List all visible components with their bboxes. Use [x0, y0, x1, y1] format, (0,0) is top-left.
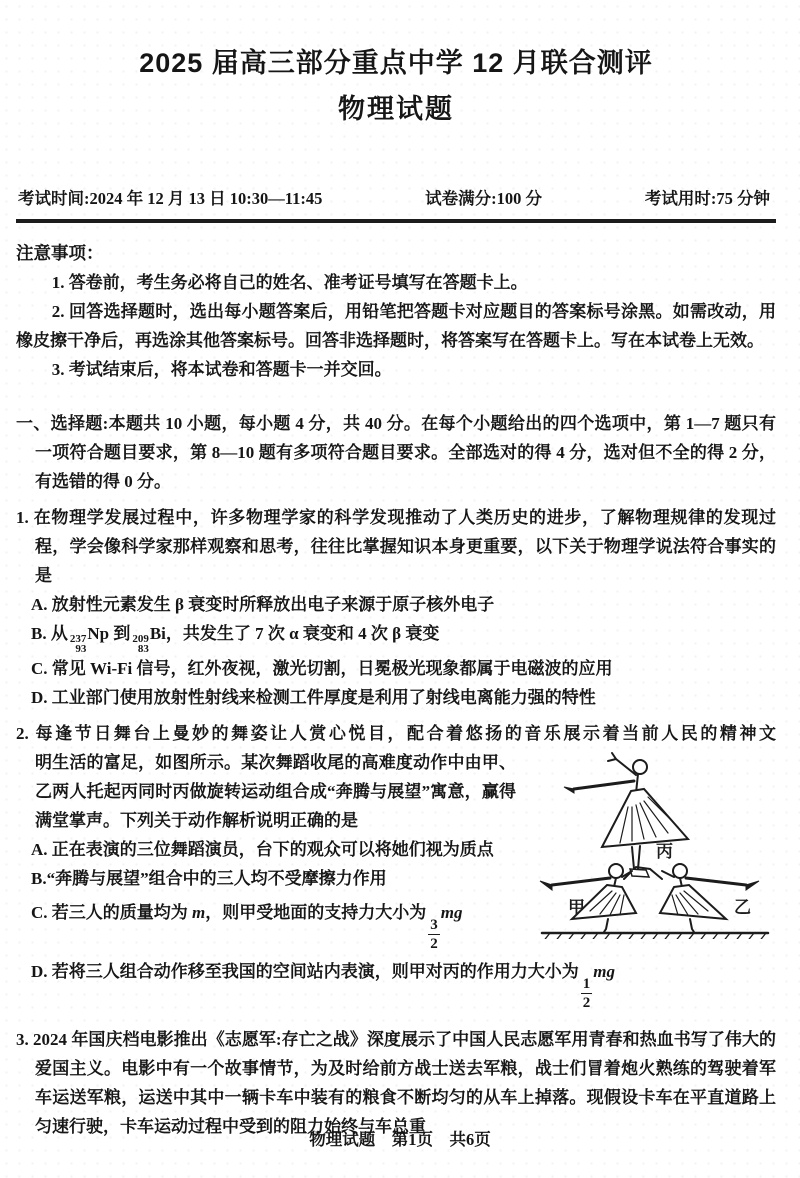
question-1-option-c: C. 常见 Wi-Fi 信号，红外夜视，激光切割，日冕极光现象都属于电磁波的应用 — [31, 659, 613, 678]
dancers-figure-svg — [528, 751, 776, 939]
mass-variable: m — [192, 903, 206, 922]
notice-item-2: 2. 回答选择题时，选出每小题答案后，用铅笔把答题卡对应题目的答案标号涂黑。如需改动，用橡皮擦干净后，再选涂其他答案标号。回答非选择题时，将答案写在答题卡上。写在本试卷上无效。 — [16, 302, 776, 350]
question-2-option-b: B.“奔腾与展望”组合中的三人均不受摩擦力作用 — [31, 869, 387, 888]
header-divider-rule — [16, 219, 776, 223]
section-1-heading: 一、选择题:本题共 10 小题，每小题 4 分，共 40 分。在每个小题给出的四个选项中，第 1—7 题只有一项符合题目要求，第 8—10 题有多项符合题目要求。全部选对的得 4 分，选对但不全的得 2 分，有选错的得 0 分。 — [16, 414, 776, 491]
question-3-stem: 3. 2024 年国庆档电影推出《志愿军:存亡之战》深度展示了中国人民志愿军用青春和热血书写了伟大的爱国主义。电影中有一个故事情节，为及时给前方战士送去军粮，战士们冒着炮火熟练的驾驶着军车运送军粮，运送中其中一辆卡车中装有的粮食不断均匀的从车上掉落。现假设卡车在平直道路上匀速行驶，卡车运动过程中受到的阻力始终与车总重 — [16, 1030, 776, 1136]
notice-item-1: 1. 答卷前，考生务必将自己的姓名、准考证号填写在答题卡上。 — [51, 273, 528, 292]
paper-header — [16, 0, 776, 126]
page-footer — [0, 1125, 800, 1154]
question-2-option-d: D. 若将三人组合动作移至我国的空间站内表演，则甲对丙的作用力大小为 $\frac{1}{2}$ mg — [31, 962, 616, 1011]
paper-title-line1: 2025 届高三部分重点中学 12 月联合测评 — [139, 48, 653, 78]
question-2-stem-line1: 2. 每逢节日舞台上曼妙的舞姿让人赏心悦目，配合着悠扬的音乐展示着当前人民的精神文 — [16, 724, 776, 743]
question-2-stem-rest: 明生活的富足，如图所示。某次舞蹈收尾的高难度动作中由甲、乙两人托起丙同时丙做旋转运动组合成“奔腾与展望”寓意，赢得满堂掌声。下列关于动作解析说明正确的是 — [35, 753, 516, 830]
dancer-left — [540, 864, 636, 932]
figure-label-jia: 甲 — [568, 898, 585, 917]
question-1-option-a: A. 放射性元素发生 β 衰变时所释放出电子来源于原子核外电子 — [31, 595, 495, 614]
exam-full-score: 试卷满分:100 分 — [425, 189, 543, 208]
nuclide-bi-prescripts: 209 83 — [132, 633, 149, 655]
fraction-one-half: $\frac{1}{2}$ — [582, 976, 591, 1011]
figure-label-bing: 丙 — [656, 842, 673, 861]
paper-title-line2: 物理试题 — [338, 94, 454, 124]
notice-section — [16, 238, 776, 384]
question-2-option-a: A. 正在表演的三位舞蹈演员，台下的观众可以将她们视为质点 — [31, 840, 494, 859]
nuclide-np-prescripts: 237 93 — [69, 633, 87, 655]
question-1-stem: 1. 在物理学发展过程中，许多物理学家的科学发现推动了人类历史的进步，了解物理规律的发现过程，学会像科学家那样观察和思考，往往比掌握知识本身更重要，以下关于物理学说法符合事实的是 — [16, 508, 776, 585]
question-1-options — [31, 590, 776, 712]
question-1-option-d: D. 工业部门使用放射性射线来检测工件厚度是利用了射线电离能力强的特性 — [31, 688, 596, 707]
exam-time: 考试时间:2024 年 12 月 13 日 10:30—11:45 — [18, 189, 323, 208]
exam-meta-row — [16, 188, 776, 210]
figure-label-yi: 乙 — [734, 898, 751, 917]
question-1-option-b: B. 从 237 93 Np 到 209 83 Bi，共发生了 7 次 α 衰变和 4 次 β 衰变 — [31, 624, 440, 655]
question-1 — [16, 503, 776, 712]
question-2 — [16, 719, 776, 1011]
footer-page-indicator: 物理试题 第1页 共6页 — [309, 1130, 491, 1149]
ground-hatching — [542, 933, 768, 939]
notice-item-3: 3. 考试结束后，将本试卷和答题卡一并交回。 — [51, 360, 392, 379]
question-2-option-c: C. 若三人的质量均为 m，则甲受地面的支持力大小为 $\frac{3}{2}$ mg — [31, 903, 463, 952]
notice-heading: 注意事项： — [16, 243, 104, 263]
exam-duration: 考试用时:75 分钟 — [644, 189, 770, 208]
question-3 — [16, 1025, 776, 1141]
dancers-figure-illustration — [528, 751, 776, 939]
fraction-three-halves: $\frac{3}{2}$ — [430, 917, 438, 952]
